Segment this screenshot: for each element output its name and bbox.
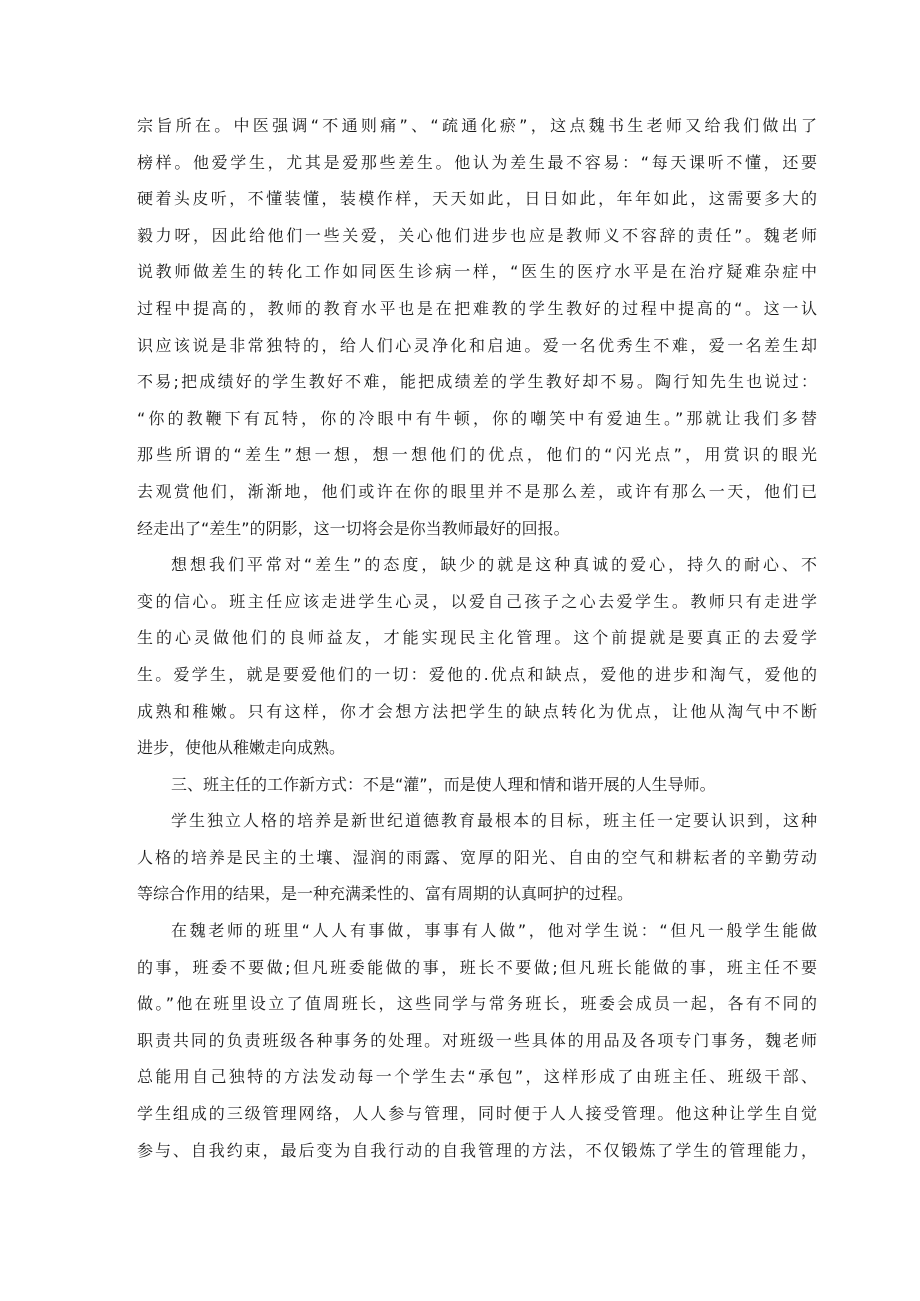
text-line: 识应该说是非常独特的，给人们心灵净化和启迪。爱一名优秀生不难，爱一名差生却 [137, 335, 817, 355]
text-line: 想想我们平常对“差生”的态度，缺少的就是这种真诚的爱心，持久的耐心、不 [171, 555, 817, 575]
text-line: 职责共同的负责班级各种事务的处理。对班级一些具体的用品及各项专门事务，魏老师 [137, 1030, 817, 1050]
text-line: 生。爱学生，就是要爱他们的一切：爱他的.优点和缺点，爱他的进步和淘气，爱他的 [137, 664, 817, 684]
text-line: 做。”他在班里设立了值周班长，这些同学与常务班长，班委会成员一起，各有不同的 [137, 994, 817, 1014]
text-line: 人格的培养是民主的土壤、湿润的雨露、宽厚的阳光、自由的空气和耕耘者的辛勤劳动 [137, 847, 817, 867]
text-line: 毅力呀，因此给他们一些关爱，关心他们进步也应是教师义不容辞的责任”。魏老师 [137, 225, 817, 245]
text-line: 在魏老师的班里“人人有事做，事事有人做”，他对学生说：“但凡一般学生能做 [171, 921, 817, 941]
text-line: 三、班主任的工作新方式：不是“灌”，而是使人理和情和谐开展的人生导师。 [171, 774, 716, 794]
text-line: 学生独立人格的培养是新世纪道德教育最根本的目标，班主任一定要认识到，这种 [171, 811, 817, 831]
text-line: 总能用自己独特的方法发动每一个学生去“承包”，这样形成了由班主任、班级干部、 [137, 1067, 817, 1087]
text-line: 过程中提高的，教师的教育水平也是在把难教的学生教好的过程中提高的“。这一认 [137, 298, 817, 318]
text-line: 进步，使他从稚嫩走向成熟。 [137, 738, 346, 758]
text-line: 宗旨所在。中医强调“不通则痛”、“疏通化瘀”，这点魏书生老师又给我们做出了 [137, 116, 817, 135]
text-line: 学生组成的三级管理网络，人人参与管理，同时便于人人接受管理。他这种让学生自觉 [137, 1104, 817, 1124]
text-line: 硬着头皮听，不懂装懂，装模作样，天天如此，日日如此，年年如此，这需要多大的 [137, 189, 817, 209]
text-line: 成熟和稚嫩。只有这样，你才会想方法把学生的缺点转化为优点，让他从淘气中不断 [137, 701, 817, 721]
text-line: 去观赏他们，渐渐地，他们或许在你的眼里并不是那么差，或许有那么一天，他们已 [137, 481, 817, 501]
text-line: 说教师做差生的转化工作如同医生诊病一样，“医生的医疗水平是在治疗疑难杂症中 [137, 262, 817, 282]
text-line: 等综合作用的结果，是一种充满柔性的、富有周期的认真呵护的过程。 [137, 884, 634, 904]
document-body [137, 108, 817, 1169]
text-line: “你的教鞭下有瓦特，你的冷眼中有牛顿，你的嘲笑中有爱迪生。”那就让我们多替 [137, 408, 817, 428]
text-line: 变的信心。班主任应该走进学生心灵，以爱自己孩子之心去爱学生。教师只有走进学 [137, 591, 817, 611]
text-line: 榜样。他爱学生，尤其是爱那些差生。他认为差生最不容易：“每天课听不懂，还要 [137, 152, 817, 172]
text-line: 参与、自我约束，最后变为自我行动的自我管理的方法，不仅锻炼了学生的管理能力， [137, 1140, 817, 1160]
text-line: 那些所谓的“差生”想一想，想一想他们的优点，他们的“闪光点”，用赏识的眼光 [137, 445, 817, 465]
text-line: 不易;把成绩好的学生教好不难，能把成绩差的学生教好却不易。陶行知先生也说过： [137, 372, 817, 392]
text-line: 经走出了“差生”的阴影，这一切将会是你当教师最好的回报。 [137, 518, 570, 538]
text-line: 生的心灵做他们的良师益友，才能实现民主化管理。这个前提就是要真正的去爱学 [137, 628, 817, 648]
text-line: 的事，班委不要做;但凡班委能做的事，班长不要做;但凡班长能做的事，班主任不要 [137, 957, 817, 977]
